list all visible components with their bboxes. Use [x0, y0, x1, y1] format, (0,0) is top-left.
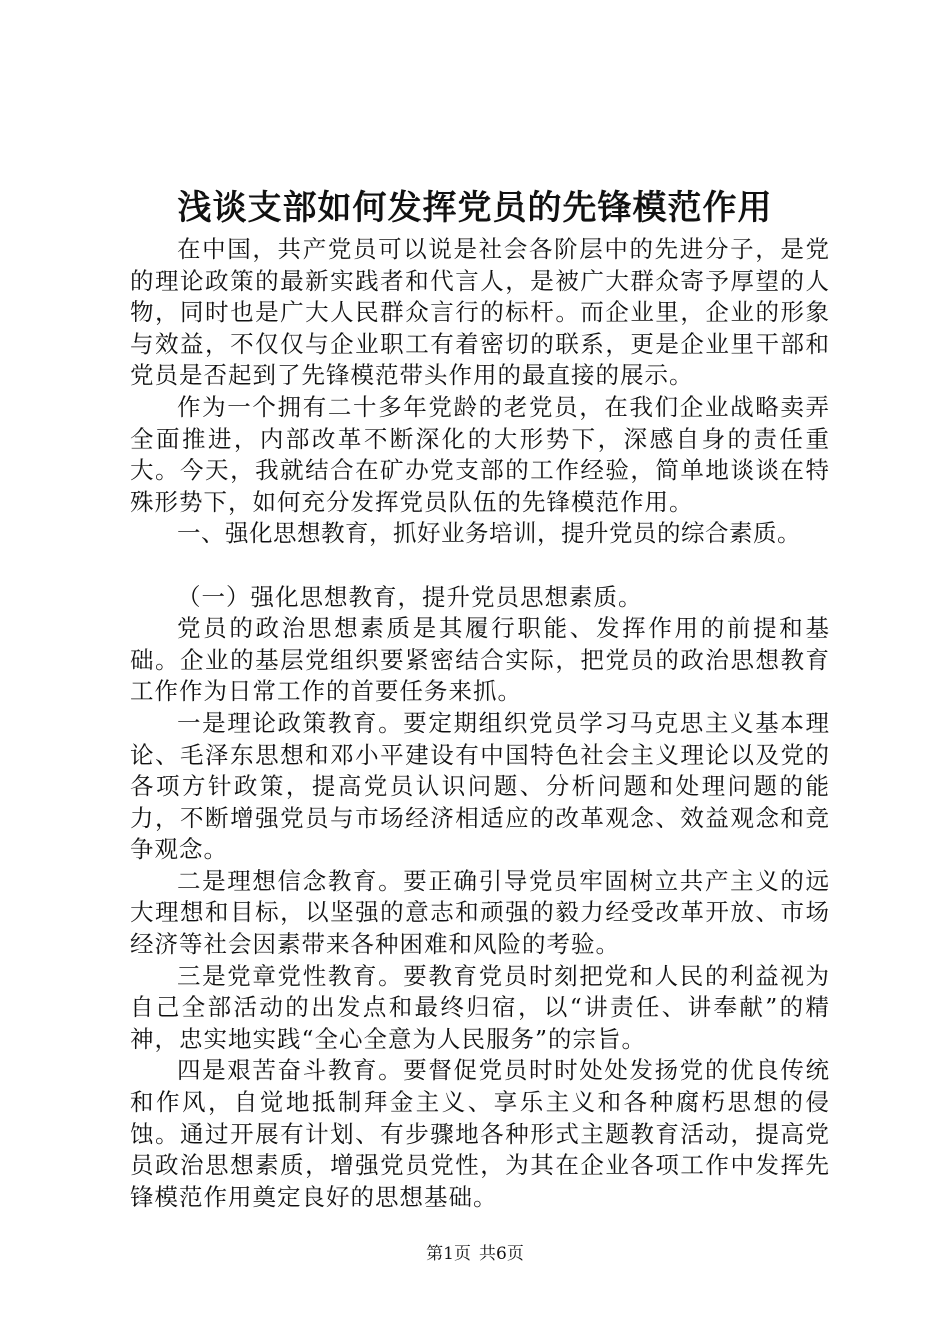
paragraph-hard-work-education: 四是艰苦奋斗教育。要督促党员时时处处发扬党的优良传统和作风，自觉地抵制拜金主义、享乐主义和各种腐朽思想的侵蚀。通过开展有计划、有步骤地各种形式主题教育活动，提高党员政治思想素质，增强党员党性，为其在企业各项工作中发挥先锋模范作用奠定良好的思想基础。 [130, 1056, 830, 1211]
paragraph-background: 作为一个拥有二十多年党龄的老党员，在我们企业战略卖弄全面推进，内部改革不断深化的大形势下，深感自身的责任重大。今天，我就结合在矿办党支部的工作经验，简单地谈谈在特殊形势下，如何充分发挥党员队伍的先锋模范作用。 [130, 392, 830, 516]
document-title: 浅谈支部如何发挥党员的先锋模范作用 [177, 188, 773, 228]
page-footer [0, 1242, 950, 1266]
paragraph-intro: 在中国，共产党员可以说是社会各阶层中的先进分子，是党的理论政策的最新实践者和代言人，是被广大群众寄予厚望的人物，同时也是广大人民群众言行的标杆。而企业里，企业的形象与效益，不仅仅与企业职工有着密切的联系，更是企业里干部和党员是否起到了先锋模范带头作用的最直接的展示。 [130, 235, 830, 390]
paragraph-theory-education: 一是理论政策教育。要定期组织党员学习马克思主义基本理论、毛泽东思想和邓小平建设有中国特色社会主义理论以及党的各项方针政策，提高党员认识问题、分析问题和处理问题的能力，不断增强党员与市场经济相适应的改革观念、效益观念和竞争观念。 [130, 708, 830, 864]
section-heading-1: 一、强化思想教育，抓好业务培训，提升党员的综合素质。 [177, 519, 801, 548]
page-total: 共6页 [479, 1244, 524, 1264]
paragraph-party-charter-education: 三是党章党性教育。要教育党员时刻把党和人民的利益视为自己全部活动的出发点和最终归宿，以“讲责任、讲奉献”的精神，忠实地实践“全心全意为人民服务”的宗旨。 [130, 961, 830, 1053]
page-number: 第1页 [426, 1244, 471, 1264]
paragraph-ideal-education: 二是理想信念教育。要正确引导党员牢固树立共产主义的远大理想和目标，以坚强的意志和顽强的毅力经受改革开放、市场经济等社会因素带来各种困难和风险的考验。 [130, 866, 830, 959]
paragraph-political-quality: 党员的政治思想素质是其履行职能、发挥作用的前提和基础。企业的基层党组织要紧密结合实际，把党员的政治思想教育工作作为日常工作的首要任务来抓。 [130, 614, 830, 706]
blank-line [130, 550, 830, 582]
subsection-heading-1: （一）强化思想教育，提升党员思想素质。 [177, 582, 643, 611]
document-body [130, 234, 830, 1213]
